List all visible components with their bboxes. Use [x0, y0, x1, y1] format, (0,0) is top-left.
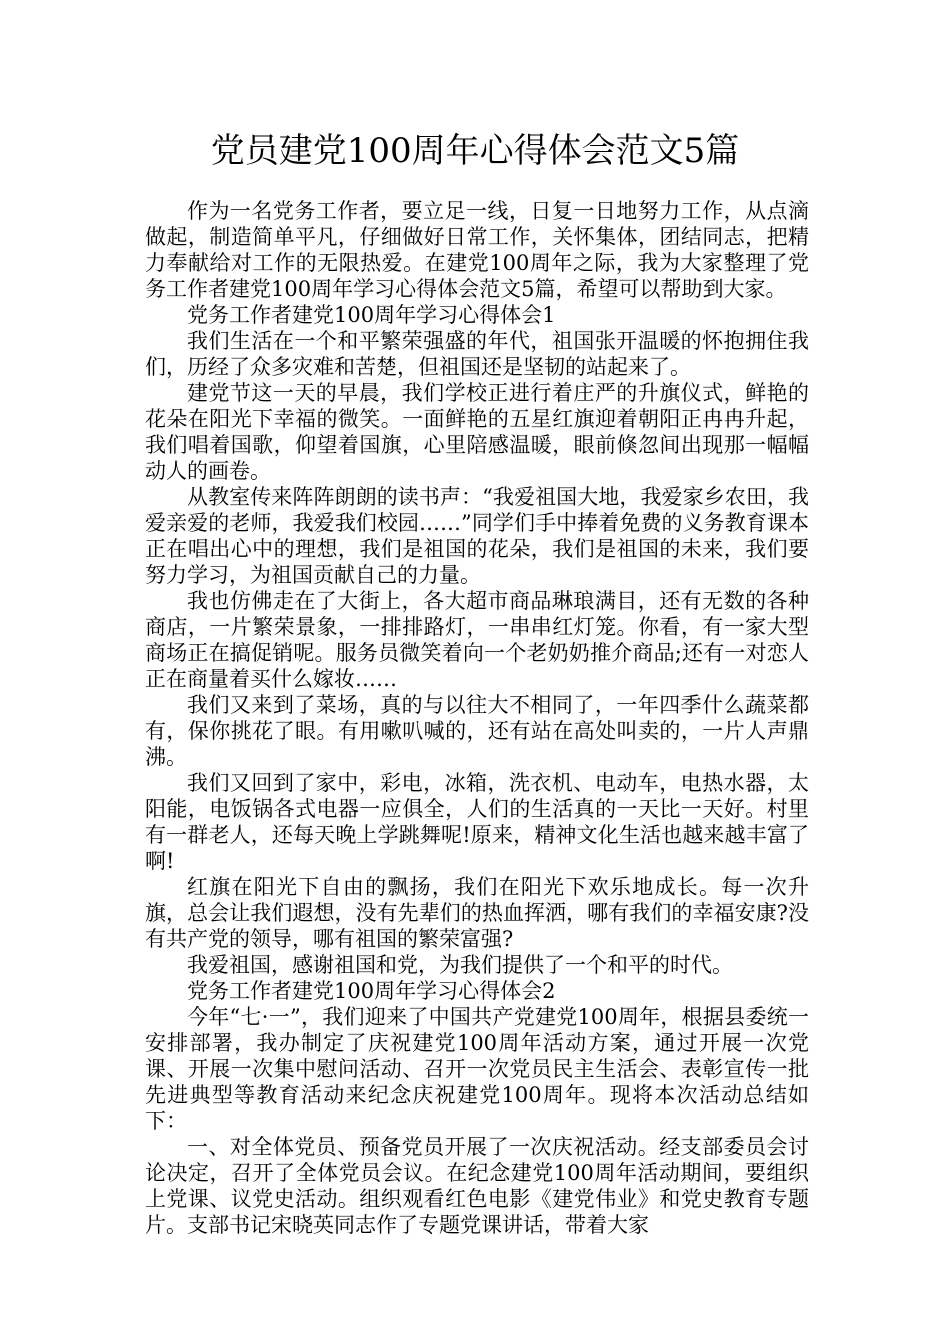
body-paragraph: 我们又回到了家中，彩电，冰箱，洗衣机、电动车，电热水器，太阳能，电饭锅各式电器一应俱全，人们的生活真的一天比一天好。村里有一群老人，还每天晚上学跳舞呢!原来，精神文化生活也越来越丰富了啊!	[145, 771, 809, 873]
body-paragraph: 作为一名党务工作者，要立足一线，日复一日地努力工作，从点滴做起，制造简单平凡，仔细做好日常工作，关怀集体，团结同志，把精力奉献给对工作的无限热爱。在建党100周年之际，我为大家整理了党务工作者建党100周年学习心得体会范文5篇，希望可以帮助到大家。	[145, 199, 809, 301]
body-paragraph: 一、对全体党员、预备党员开展了一次庆祝活动。经支部委员会讨论决定，召开了全体党员会议。在纪念建党100周年活动期间，要组织上党课、议党史活动。组织观看红色电影《建党伟业》和党史教育专题片。支部书记宋晓英同志作了专题党课讲话，带着大家	[145, 1135, 809, 1237]
document-body	[145, 198, 809, 1238]
body-paragraph: 我们生活在一个和平繁荣强盛的年代，祖国张开温暖的怀抱拥住我们，历经了众多灾难和苦楚，但祖国还是坚韧的站起来了。	[145, 329, 809, 379]
body-paragraph: 我爱祖国，感谢祖国和党，为我们提供了一个和平的时代。	[187, 953, 733, 977]
body-paragraph: 建党节这一天的早晨，我们学校正进行着庄严的升旗仪式，鲜艳的花朵在阳光下幸福的微笑。一面鲜艳的五星红旗迎着朝阳正冉冉升起，我们唱着国歌，仰望着国旗，心里陪感温暖，眼前倏忽间出现那一幅幅动人的画卷。	[145, 381, 809, 483]
section-heading: 党务工作者建党100周年学习心得体会1	[187, 303, 556, 327]
document-title: 党员建党100周年心得体会范文5篇	[210, 131, 740, 171]
section-heading: 党务工作者建党100周年学习心得体会2	[187, 979, 556, 1003]
body-paragraph: 今年“七·一”，我们迎来了中国共产党建党100周年，根据县委统一安排部署，我办制定了庆祝建党100周年活动方案，通过开展一次党课、开展一次集中慰问活动、召开一次党员民主生活会、表彰宣传一批先进典型等教育活动来纪念庆祝建党100周年。现将本次活动总结如下：	[145, 1005, 809, 1133]
body-paragraph: 我也仿佛走在了大街上，各大超市商品琳琅满目，还有无数的各种商店，一片繁荣景象，一排排路灯，一串串红灯笼。你看，有一家大型商场正在搞促销呢。服务员微笑着向一个老奶奶推介商品;还有一对恋人正在商量着买什么嫁妆……	[145, 589, 809, 691]
body-paragraph: 红旗在阳光下自由的飘扬，我们在阳光下欢乐地成长。每一次升旗，总会让我们遐想，没有先辈们的热血挥洒，哪有我们的幸福安康?没有共产党的领导，哪有祖国的繁荣富强?	[145, 875, 809, 951]
body-paragraph: 从教室传来阵阵朗朗的读书声：“我爱祖国大地，我爱家乡农田，我爱亲爱的老师，我爱我们校园……”同学们手中捧着免费的义务教育课本正在唱出心中的理想，我们是祖国的花朵，我们是祖国的未来，我们要努力学习，为祖国贡献自己的力量。	[145, 485, 809, 587]
body-paragraph: 我们又来到了菜场，真的与以往大不相同了，一年四季什么蔬菜都有，保你挑花了眼。有用嗽叭喊的，还有站在高处叫卖的，一片人声鼎沸。	[145, 693, 809, 769]
